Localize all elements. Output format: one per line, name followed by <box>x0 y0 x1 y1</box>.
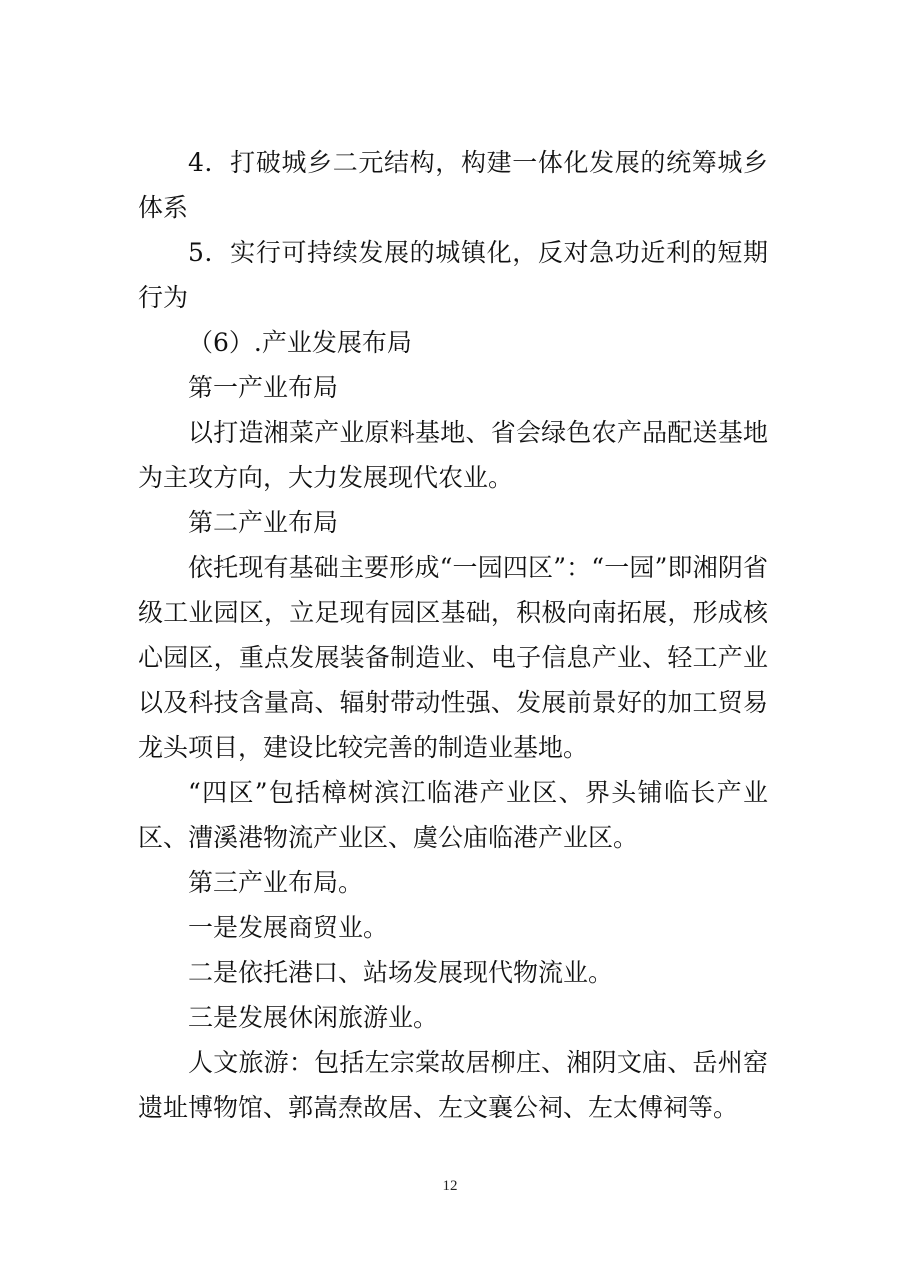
paragraph-primary-industry: 以打造湘菜产业原料基地、省会绿色农产品配送基地为主攻方向，大力发展现代农业。 <box>138 418 768 492</box>
paragraph-commerce: 一是发展商贸业。 <box>188 913 389 942</box>
paragraph-cultural-tourism: 人文旅游：包括左宗棠故居柳庄、湘阴文庙、岳州窑遗址博物馆、郭嵩焘故居、左文襄公祠、左太傅祠等。 <box>138 1048 768 1122</box>
subheading-primary-industry: 第一产业布局 <box>188 373 339 402</box>
subheading-tertiary-industry: 第三产业布局。 <box>188 868 364 897</box>
paragraph-four-zones: “四区”包括樟树滨江临港产业区、界头铺临长产业区、漕溪港物流产业区、虞公庙临港产业区。 <box>138 778 768 852</box>
paragraph-one-park-four-zones: 依托现有基础主要形成“一园四区”：“一园”即湘阴省级工业园区，立足现有园区基础，积极向南拓展，形成核心园区，重点发展装备制造业、电子信息产业、轻工产业以及科技含量高、辐射带动性强、发展前景好的加工贸易龙头项目，建设比较完善的制造业基地。 <box>138 553 768 762</box>
paragraph-item-4: 4．打破城乡二元结构，构建一体化发展的统筹城乡体系 <box>138 148 768 222</box>
body-text <box>138 140 768 1130</box>
subheading-secondary-industry: 第二产业布局 <box>188 508 339 537</box>
paragraph-logistics: 二是依托港口、站场发展现代物流业。 <box>188 958 614 987</box>
page-number: 12 <box>442 1178 458 1194</box>
paragraph-leisure-tourism: 三是发展休闲旅游业。 <box>188 1003 439 1032</box>
section-heading-industry-layout: （6）.产业发展布局 <box>188 328 412 357</box>
paragraph-item-5: 5．实行可持续发展的城镇化，反对急功近利的短期行为 <box>138 238 768 312</box>
